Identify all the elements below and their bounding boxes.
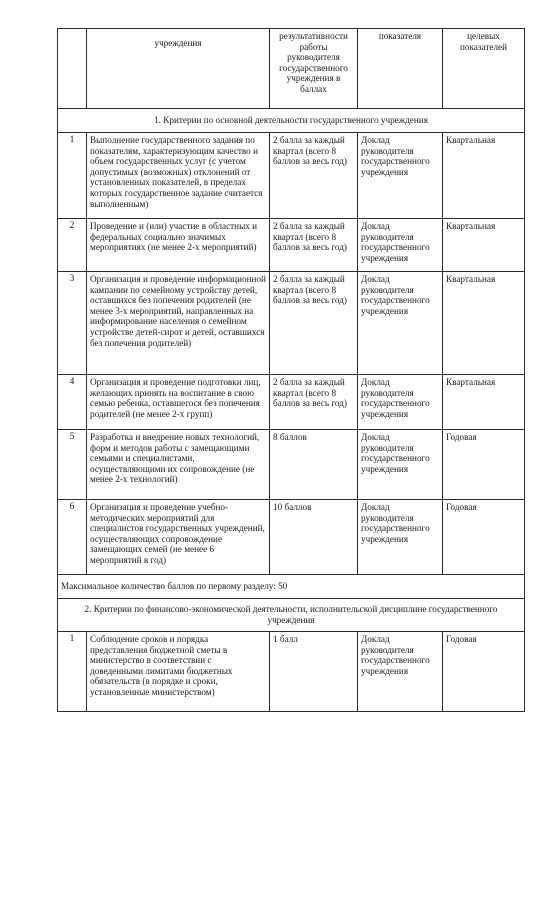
criterion-text: Выполнение государственного задания по показателям, характеризующим качество и объем государственных услуг (с учетом допустимых (возможных) отклонений от установленных показателей, в пределах которых государственное задание считается выполненным) bbox=[87, 133, 270, 219]
period-text: Квартальная bbox=[443, 272, 525, 375]
criterion-text: Организация и проведение учебно-методических мероприятий для специалистов государственных учреждений, осуществляющих сопровождение замещающих семей (не менее 6 мероприятий в год) bbox=[87, 500, 270, 575]
indicator-text: Доклад руководителя государственного учреждения bbox=[358, 500, 443, 575]
max-score-row bbox=[58, 575, 525, 599]
row-number: 1 bbox=[58, 632, 87, 712]
period-text: Годовая bbox=[443, 500, 525, 575]
header-cell-target: целевых показателей bbox=[443, 29, 525, 109]
criterion-text: Организация и проведение информационной кампании по семейному устройству детей, оставшихся без попечения родителей (не менее 3-х мероприятий, направленных на информирование населения о семейном устройстве детей-сирот и детей, оставшихся без попечения родителей) bbox=[87, 272, 270, 375]
points-text: 2 балла за каждый квартал (всего 8 баллов за весь год) bbox=[270, 375, 358, 430]
period-text: Годовая bbox=[443, 430, 525, 500]
section-title-row bbox=[58, 599, 525, 632]
indicator-text: Доклад руководителя государственного учреждения bbox=[358, 375, 443, 430]
points-text: 10 баллов bbox=[270, 500, 358, 575]
header-cell-indicator: показателя bbox=[358, 29, 443, 109]
table-row bbox=[58, 133, 525, 219]
table-row bbox=[58, 632, 525, 712]
table-row bbox=[58, 219, 525, 272]
section-title-row bbox=[58, 109, 525, 133]
table-row bbox=[58, 500, 525, 575]
points-text: 1 балл bbox=[270, 632, 358, 712]
period-text: Квартальная bbox=[443, 219, 525, 272]
criterion-text: Соблюдение сроков и порядка представления бюджетной сметы в министерство в соответствии с доведенными лимитами бюджетных обязательств (в порядке и сроки, установленные министерством) bbox=[87, 632, 270, 712]
period-text: Годовая bbox=[443, 632, 525, 712]
row-number: 2 bbox=[58, 219, 87, 272]
table-row bbox=[58, 430, 525, 500]
criterion-text: Проведение и (или) участие в областных и федеральных социально значимых мероприятиях (не менее 2-х мероприятий) bbox=[87, 219, 270, 272]
indicator-text: Доклад руководителя государственного учреждения bbox=[358, 272, 443, 375]
period-text: Квартальная bbox=[443, 133, 525, 219]
section-title: 2. Критерии по финансово-экономической деятельности, исполнительской дисциплине государственного учреждения bbox=[58, 599, 525, 632]
row-number: 6 bbox=[58, 500, 87, 575]
criteria-table bbox=[57, 28, 525, 712]
criterion-text: Организация и проведение подготовки лиц, желающих принять на воспитание в свою семью ребенка, оставшегося без попечения родителей (не менее 2-х групп) bbox=[87, 375, 270, 430]
header-cell-num bbox=[58, 29, 87, 109]
header-cell-institution: учреждения bbox=[87, 29, 270, 109]
row-number: 5 bbox=[58, 430, 87, 500]
row-number: 1 bbox=[58, 133, 87, 219]
max-score-text: Максимальное количество баллов по первому разделу: 50 bbox=[58, 575, 525, 599]
indicator-text: Доклад руководителя государственного учреждения bbox=[358, 133, 443, 219]
table-row bbox=[58, 375, 525, 430]
header-cell-score: результативности работы руководителя государственного учреждения в баллах bbox=[270, 29, 358, 109]
indicator-text: Доклад руководителя государственного учреждения bbox=[358, 430, 443, 500]
points-text: 2 балла за каждый квартал (всего 8 баллов за весь год) bbox=[270, 219, 358, 272]
points-text: 2 балла за каждый квартал (всего 8 баллов за весь год) bbox=[270, 272, 358, 375]
criterion-text: Разработка и внедрение новых технологий, форм и методов работы с замещающими семьями и специалистами, осуществляющими их сопровождение (не менее 2-х технологий) bbox=[87, 430, 270, 500]
table-row bbox=[58, 272, 525, 375]
indicator-text: Доклад руководителя государственного учреждения bbox=[358, 632, 443, 712]
row-number: 3 bbox=[58, 272, 87, 375]
points-text: 2 балла за каждый квартал (всего 8 баллов за весь год) bbox=[270, 133, 358, 219]
period-text: Квартальная bbox=[443, 375, 525, 430]
points-text: 8 баллов bbox=[270, 430, 358, 500]
section-title: 1. Критерии по основной деятельности государственного учреждения bbox=[58, 109, 525, 133]
header-row bbox=[58, 29, 525, 109]
row-number: 4 bbox=[58, 375, 87, 430]
indicator-text: Доклад руководителя государственного учреждения bbox=[358, 219, 443, 272]
